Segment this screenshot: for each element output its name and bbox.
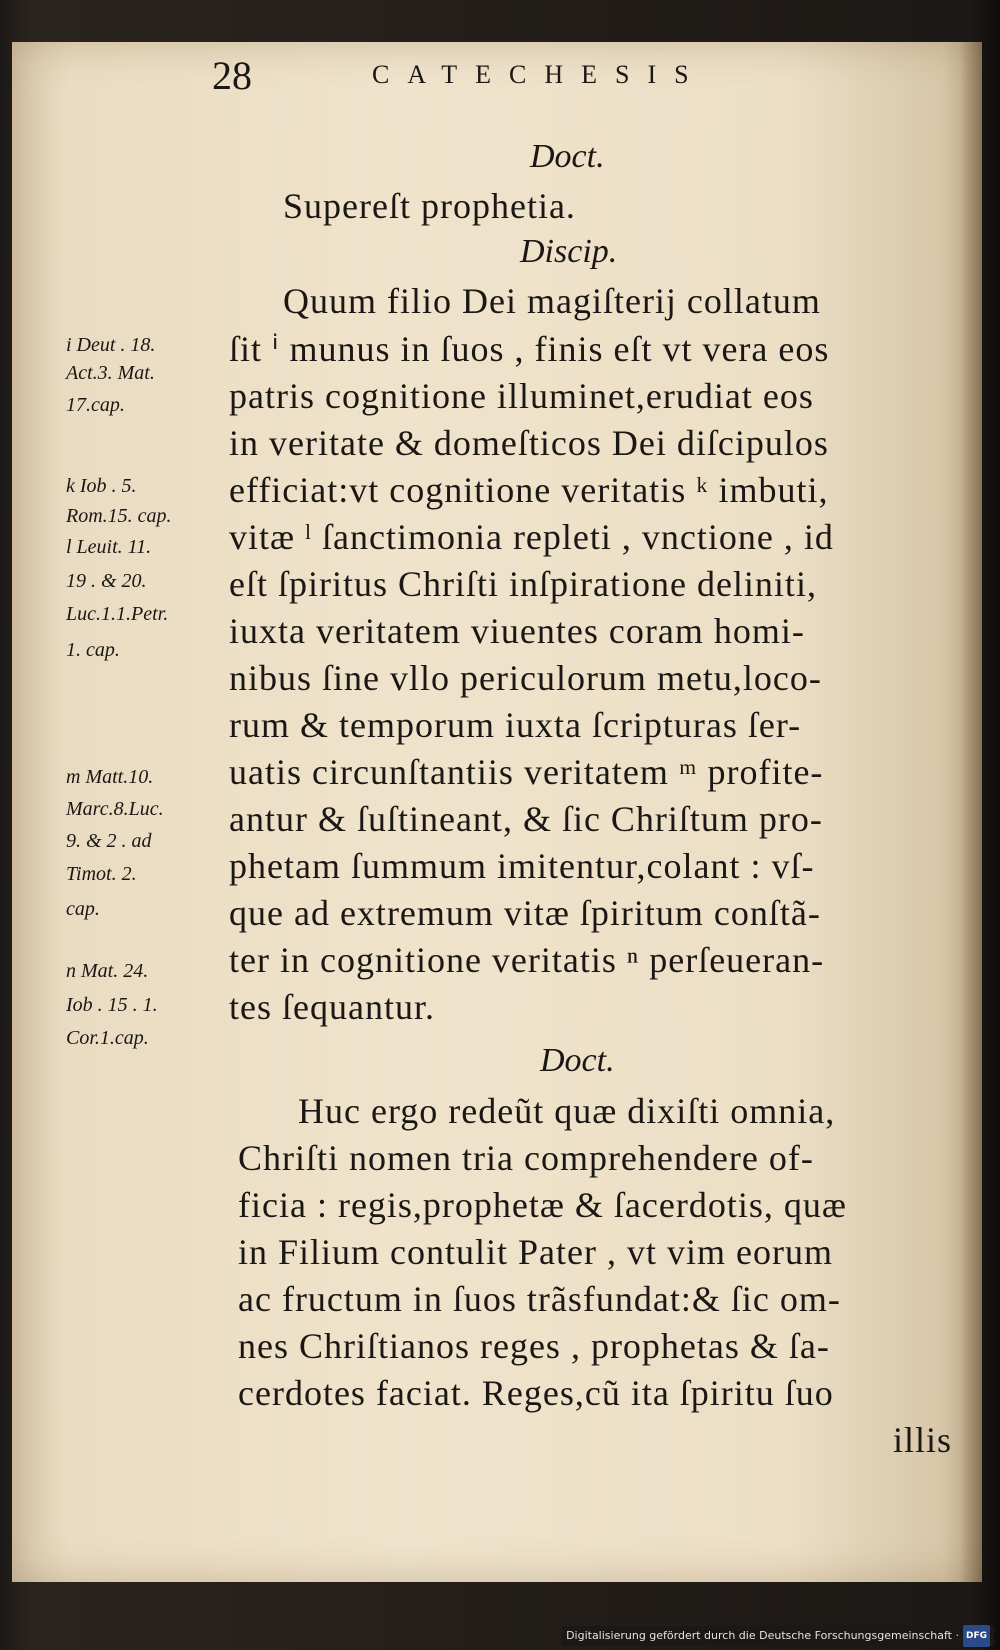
margin-note: 19 . & 20.: [66, 570, 147, 592]
body-line: nes Chriſtianos reges , prophetas & ſa-: [238, 1326, 830, 1366]
body-line: ficia : regis,prophetæ & ſacerdotis, quæ: [238, 1185, 847, 1225]
body-line: uatis circunſtantiis veritatem ᵐ profite-: [229, 752, 824, 792]
body-line: in Filium contulit Pater , vt vim eorum: [238, 1232, 833, 1272]
margin-note: 17.cap.: [66, 394, 125, 416]
body-line: ac fructum in ſuos trãsfundat:& ſic om-: [238, 1279, 841, 1319]
speaker-discip: Discip.: [520, 233, 618, 270]
margin-note: 9. & 2 . ad: [66, 830, 152, 852]
running-title: CATECHESIS: [372, 60, 707, 89]
body-line: Huc ergo redeũt quæ dixiſti omnia,: [298, 1091, 836, 1131]
margin-note: Act.3. Mat.: [66, 362, 155, 384]
margin-note: n Mat. 24.: [66, 960, 149, 982]
margin-note: Timot. 2.: [66, 863, 137, 885]
body-line: phetam ſummum imitentur,colant : vſ-: [229, 846, 815, 886]
body-line: antur & ſuſtineant, & ſic Chriſtum pro-: [229, 799, 823, 839]
margin-note: cap.: [66, 898, 100, 920]
footer-credit-text: Digitalisierung gefördert durch die Deutsche Forschungsgemeinschaft ·: [566, 1629, 959, 1642]
page-edge-shadow: [960, 42, 982, 1582]
body-line: efficiat:vt cognitione veritatis ᵏ imbuti,: [229, 470, 829, 510]
speaker-doct: Doct.: [530, 138, 605, 175]
body-line: iuxta veritatem viuentes coram homi-: [229, 611, 805, 651]
body-line: ter in cognitione veritatis ⁿ perſeueran-: [229, 940, 825, 980]
body-line: nibus ſine vllo periculorum metu,loco-: [229, 658, 822, 698]
margin-note: l Leuit. 11.: [66, 536, 152, 558]
body-line: rum & temporum iuxta ſcripturas ſer-: [229, 705, 802, 745]
margin-note: i Deut . 18.: [66, 334, 156, 356]
margin-note: Iob . 15 . 1.: [66, 994, 158, 1016]
dfg-logo-icon: DFG: [963, 1625, 990, 1647]
body-line: ſit ⁱ munus in ſuos , finis eſt vt vera eos: [229, 329, 830, 369]
body-line: in veritate & domeſticos Dei diſcipulos: [229, 423, 829, 463]
margin-note: 1. cap.: [66, 639, 120, 661]
body-line: Supereſt prophetia.: [283, 186, 576, 226]
body-line: illis: [893, 1420, 953, 1460]
body-line: tes ſequantur.: [229, 987, 435, 1027]
margin-note: Rom.15. cap.: [66, 505, 172, 527]
margin-note: Cor.1.cap.: [66, 1027, 149, 1049]
body-line: cerdotes faciat. Reges,cũ ita ſpiritu ſuo: [238, 1373, 834, 1413]
body-line: eſt ſpiritus Chriſti inſpiratione deliniti,: [229, 564, 817, 604]
body-line: vitæ ˡ ſanctimonia repleti , vnctione , id: [229, 517, 834, 557]
body-line: que ad extremum vitæ ſpiritum conſtã-: [229, 893, 821, 933]
margin-note: Marc.8.Luc.: [66, 798, 164, 820]
margin-note: m Matt.10.: [66, 766, 154, 788]
page-number: 28: [212, 53, 252, 98]
footer-credit: [562, 1626, 994, 1646]
running-head: [212, 52, 772, 112]
speaker-doct-2: Doct.: [540, 1042, 615, 1079]
body-line: Quum filio Dei magiſterij collatum: [283, 281, 821, 321]
body-line: patris cognitione illuminet,erudiat eos: [229, 376, 814, 416]
margin-note: k Iob . 5.: [66, 475, 137, 497]
body-line: Chriſti nomen tria comprehendere of-: [238, 1138, 814, 1178]
margin-note: Luc.1.1.Petr.: [66, 603, 169, 625]
